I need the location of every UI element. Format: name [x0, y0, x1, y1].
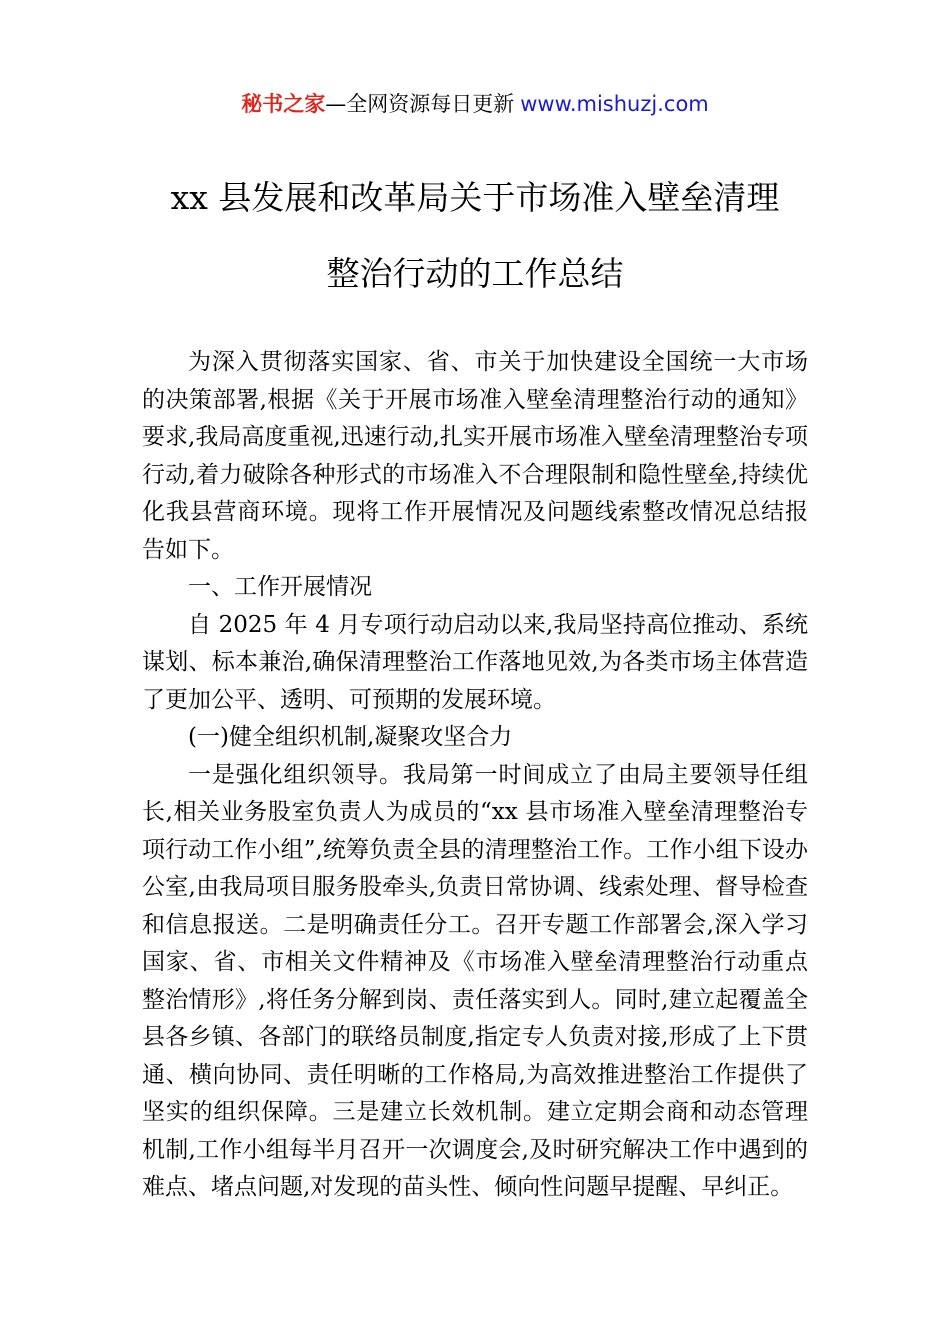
- banner-dash: —: [325, 92, 347, 116]
- document-body: [142, 344, 808, 1207]
- document-title: [120, 160, 830, 312]
- subsection-paragraph: 一是强化组织领导。我局第一时间成立了由局主要领导任组长,相关业务股室负责人为成员的“xx 县市场准入壁垒清理整治专项行动工作小组”,统筹负责全县的清理整治工作。工作小组下设办公室,由我局项目服务股牵头,负责日常协调、线索处理、督导检查和信息报送。二是明确责任分工。召开专题工作部署会,深入学习国家、省、市相关文件精神及《市场准入壁垒清理整治行动重点整治情形》,将任务分解到岗、责任落实到人。同时,建立起覆盖全县各乡镇、各部门的联络员制度,指定专人负责对接,形成了上下贯通、横向协同、责任明晰的工作格局,为高效推进整治工作提供了坚实的组织保障。三是建立长效机制。建立定期会商和动态管理机制,工作小组每半月召开一次调度会,及时研究解决工作中遇到的难点、堵点问题,对发现的苗头性、倾向性问题早提醒、早纠正。: [142, 761, 808, 1200]
- subsection-heading: (一)健全组织机制,凝聚攻坚合力: [188, 724, 513, 750]
- section-paragraph: 自 2025 年 4 月专项行动启动以来,我局坚持高位推动、系统谋划、标本兼治,确保清理整治工作落地见效,为各类市场主体营造了更加公平、透明、可预期的发展环境。: [142, 611, 808, 713]
- site-banner: [0, 88, 950, 120]
- section-heading: 一、工作开展情况: [188, 574, 372, 600]
- site-url-link[interactable]: www.mishuzj.com: [520, 92, 709, 116]
- title-line-1: xx 县发展和改革局关于市场准入壁垒清理: [170, 178, 780, 217]
- title-line-2: 整治行动的工作总结: [326, 254, 624, 293]
- site-brand: 秘书之家: [241, 92, 326, 116]
- site-slogan: 全网资源每日更新: [346, 92, 515, 116]
- intro-paragraph: 为深入贯彻落实国家、省、市关于加快建设全国统一大市场的决策部署,根据《关于开展市场准入壁垒清理整治行动的通知》要求,我局高度重视,迅速行动,扎实开展市场准入壁垒清理整治专项行动,着力破除各种形式的市场准入不合理限制和隐性壁垒,持续优化我县营商环境。现将工作开展情况及问题线索整改情况总结报告如下。: [142, 349, 808, 563]
